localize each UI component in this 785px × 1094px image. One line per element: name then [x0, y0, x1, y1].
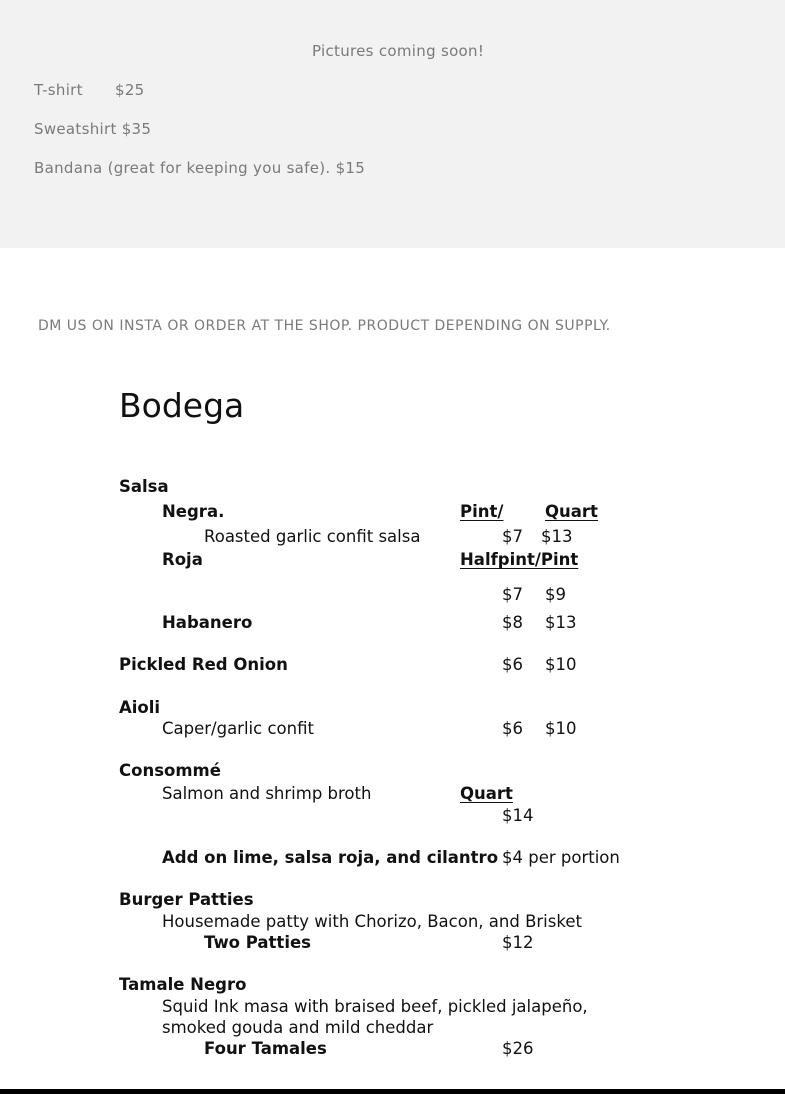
habanero-pint-price: $13 [545, 613, 577, 632]
consomme-desc: Salmon and shrimp broth [162, 784, 372, 803]
roja-pint-price: $9 [545, 585, 566, 604]
bottom-divider [0, 1089, 785, 1094]
onion-price-2: $10 [545, 655, 577, 674]
burger-desc: Housemade patty with Chorizo, Bacon, and Brisket [162, 912, 582, 931]
quart-header: Quart [545, 502, 598, 521]
consomme-addon: Add on lime, salsa roja, and cilantro [162, 848, 499, 867]
aioli-price-1: $6 [502, 719, 523, 738]
pictures-notice: Pictures coming soon! [312, 42, 485, 60]
tamale-heading: Tamale Negro [119, 975, 247, 994]
roja-label: Roja [162, 550, 203, 569]
negra-pint-price: $7 [502, 527, 523, 546]
tamale-option: Four Tamales [204, 1039, 327, 1058]
pint-header: Pint/ [460, 502, 504, 521]
tamale-desc-1: Squid Ink masa with braised beef, pickled jalapeño, [162, 997, 588, 1016]
negra-quart-price: $13 [541, 527, 573, 546]
aioli-heading: Aioli [119, 698, 161, 717]
roja-half-price: $7 [502, 585, 523, 604]
merch-item-name: T-shirt [34, 81, 83, 99]
burger-heading: Burger Patties [119, 890, 254, 909]
burger-price: $12 [502, 933, 534, 952]
habanero-label: Habanero [162, 613, 253, 632]
habanero-half-price: $8 [502, 613, 523, 632]
onion-label: Pickled Red Onion [119, 655, 288, 674]
menu-title: Bodega [119, 386, 245, 425]
menu-image [0, 360, 785, 1089]
negra-label: Negra. [162, 502, 225, 521]
order-notice: DM US ON INSTA OR ORDER AT THE SHOP. PRODUCT DEPENDING ON SUPPLY. [38, 318, 611, 334]
halfpint-header: Halfpint/Pint [460, 550, 579, 569]
merch-item-sweatshirt: Sweatshirt $35 [34, 120, 152, 138]
onion-price-1: $6 [502, 655, 523, 674]
merch-section [0, 0, 785, 248]
aioli-desc: Caper/garlic confit [162, 719, 314, 738]
merch-item-bandana: Bandana (great for keeping you safe). $15 [34, 159, 366, 177]
consomme-price: $14 [502, 806, 534, 825]
salsa-heading: Salsa [119, 477, 169, 496]
consomme-quart-header: Quart [460, 784, 513, 803]
merch-item-price: $25 [115, 81, 145, 99]
burger-option: Two Patties [204, 933, 311, 952]
consomme-addon-price: $4 per portion [502, 848, 620, 867]
negra-desc: Roasted garlic confit salsa [204, 527, 421, 546]
merch-item-tshirt [34, 81, 145, 99]
tamale-desc-2: smoked gouda and mild cheddar [162, 1018, 434, 1037]
tamale-price: $26 [502, 1039, 534, 1058]
aioli-price-2: $10 [545, 719, 577, 738]
consomme-heading: Consommé [119, 761, 221, 780]
